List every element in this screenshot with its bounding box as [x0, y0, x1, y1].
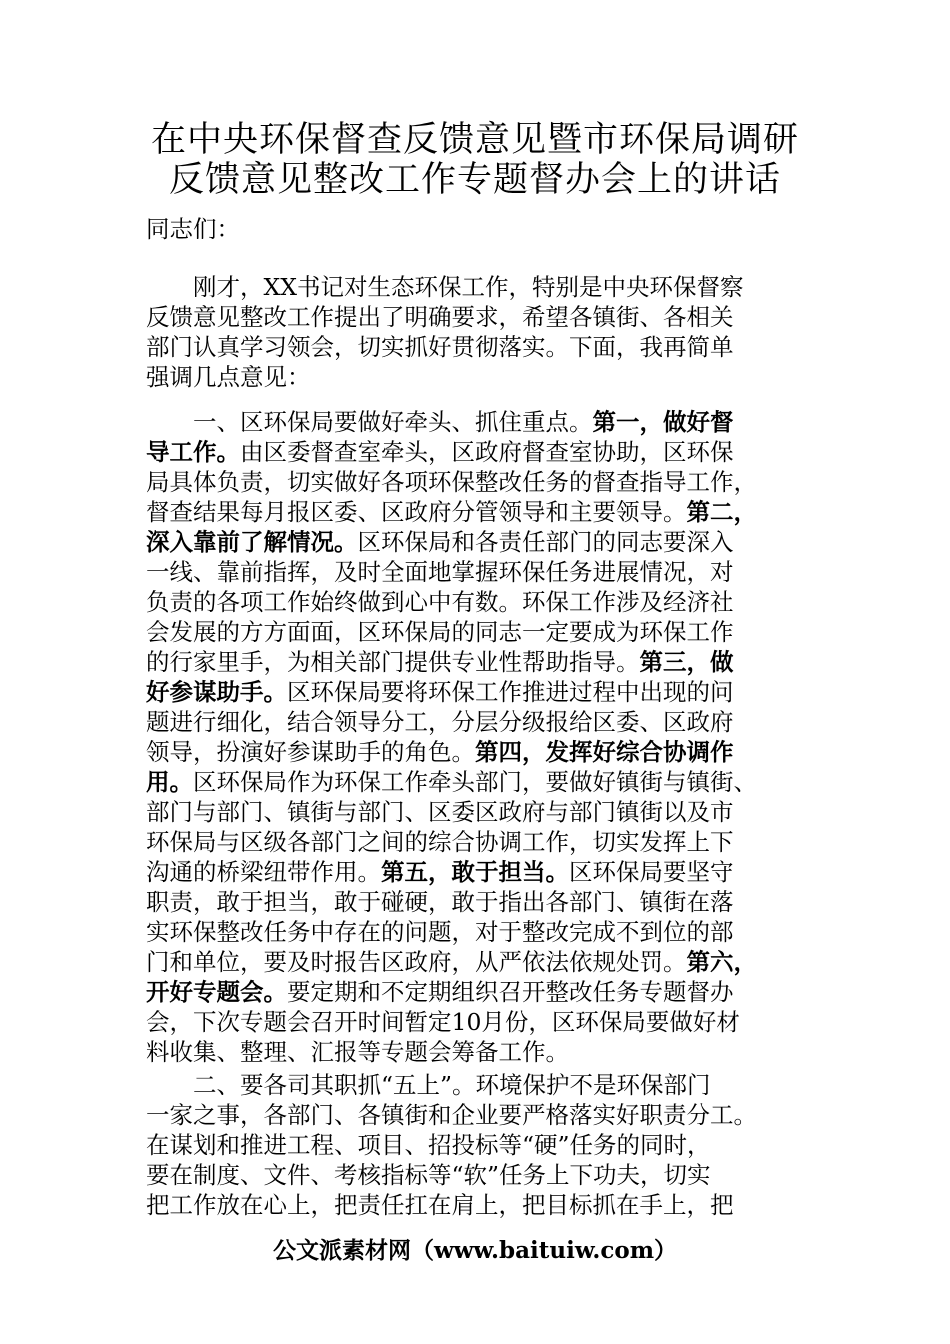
document-title-line-1: 在中央环保督查反馈意见暨市环保局调研 [150, 120, 799, 160]
paragraph-line: 刚才，XX书记对生态环保工作，特别是中央环保督察 [146, 273, 744, 301]
paragraph-line: 负责的各项工作始终做到心中有数。环保工作涉及经济社 [146, 588, 734, 616]
section-heading: 一、区环保局要做好牵头、抓住重点。 [146, 408, 593, 436]
paragraph-line [146, 407, 806, 437]
paragraph-line: 职责，敢于担当，敢于碰硬，敢于指出各部门、镇街在落 [146, 888, 734, 916]
paragraph-intro [146, 272, 806, 392]
paragraph-section-one [146, 407, 806, 1067]
point-heading: 开好专题会。 [146, 978, 287, 1006]
paragraph-line: 局具体负责，切实做好各项环保整改任务的督查指导工作， [146, 468, 757, 496]
paragraph-line [146, 437, 806, 467]
point-heading: 第六， [686, 948, 757, 976]
footer-source: 公文派素材网（www.baituiw.com） [272, 1237, 678, 1264]
point-heading: 深入靠前了解情况。 [146, 528, 358, 556]
paragraph-line [146, 947, 806, 977]
paragraph-line: 题进行细化，结合领导分工，分层分级报给区委、区政府 [146, 708, 734, 736]
paragraph-line [146, 977, 806, 1007]
point-heading: 第一，做好督 [592, 408, 734, 436]
text-run: 区环保局要将环保工作推进过程中出现的问 [287, 678, 734, 706]
point-heading: 第四，发挥好综合协调作 [475, 738, 734, 766]
text-run: 区环保局要坚守 [569, 858, 734, 886]
paragraph-line: 会发展的方方面面，区环保局的同志一定要成为环保工作 [146, 618, 734, 646]
paragraph-line: 部门与部门、镇街与部门、区委区政府与部门镇街以及市 [146, 798, 734, 826]
paragraph-line [146, 857, 806, 887]
paragraph-line: 料收集、整理、汇报等专题会筹备工作。 [146, 1038, 569, 1066]
paragraph-line [146, 527, 806, 557]
text-run: 要定期和不定期组织召开整改任务专题督办 [287, 978, 734, 1006]
point-heading: 第二， [686, 498, 757, 526]
paragraph-line: 二、要各司其职抓“五上”。环境保护不是环保部门 [146, 1071, 711, 1099]
text-run: 沟通的桥梁纽带作用。 [146, 858, 381, 886]
paragraph-line: 在谋划和推进工程、项目、招投标等“硬”任务的同时， [146, 1131, 711, 1159]
text-run: 区环保局和各责任部门的同志要深入 [357, 528, 734, 556]
paragraph-line: 反馈意见整改工作提出了明确要求，希望各镇街、各相关 [146, 303, 734, 331]
paragraph-line: 一线、靠前指挥，及时全面地掌握环保任务进展情况，对 [146, 558, 734, 586]
paragraph-line: 实环保整改任务中存在的问题，对于整改完成不到位的部 [146, 918, 734, 946]
paragraph-line: 强调几点意见： [146, 363, 311, 391]
paragraph-line: 会，下次专题会召开时间暂定10月份，区环保局要做好材 [146, 1008, 740, 1036]
paragraph-line [146, 737, 806, 767]
text-run: 的行家里手，为相关部门提供专业性帮助指导。 [146, 648, 640, 676]
point-heading: 好参谋助手。 [146, 678, 287, 706]
paragraph-line [146, 677, 806, 707]
point-heading: 第五，敢于担当。 [381, 858, 569, 886]
salutation-text: 同志们： [146, 215, 240, 243]
point-heading: 第三，做 [639, 648, 734, 676]
paragraph-line: 要在制度、文件、考核指标等“软”任务上下功夫，切实 [146, 1161, 711, 1189]
text-run: 区环保局作为环保工作牵头部门，要做好镇街与镇街、 [193, 768, 757, 796]
paragraph-line [146, 647, 806, 677]
paragraph-line: 环保局与区级各部门之间的综合协调工作，切实发挥上下 [146, 828, 734, 856]
text-run: 门和单位，要及时报告区政府，从严依法依规处罚。 [146, 948, 687, 976]
paragraph-section-two [146, 1070, 806, 1220]
paragraph-line: 把工作放在心上，把责任扛在肩上，把目标抓在手上，把 [146, 1191, 734, 1219]
paragraph-line: 部门认真学习领会，切实抓好贯彻落实。下面，我再简单 [146, 333, 734, 361]
point-heading: 导工作。 [146, 438, 240, 466]
point-heading: 用。 [146, 768, 193, 796]
paragraph-line [146, 767, 806, 797]
paragraph-line: 一家之事，各部门、各镇街和企业要严格落实好职责分工。 [146, 1101, 757, 1129]
text-run: 督查结果每月报区委、区政府分管领导和主要领导。 [146, 498, 687, 526]
document-title-line-2: 反馈意见整改工作专题督办会上的讲话 [168, 160, 781, 200]
text-run: 领导，扮演好参谋助手的角色。 [146, 738, 475, 766]
text-run: 由区委督查室牵头，区政府督查室协助，区环保 [240, 438, 734, 466]
salutation [146, 214, 806, 244]
paragraph-line [146, 497, 806, 527]
